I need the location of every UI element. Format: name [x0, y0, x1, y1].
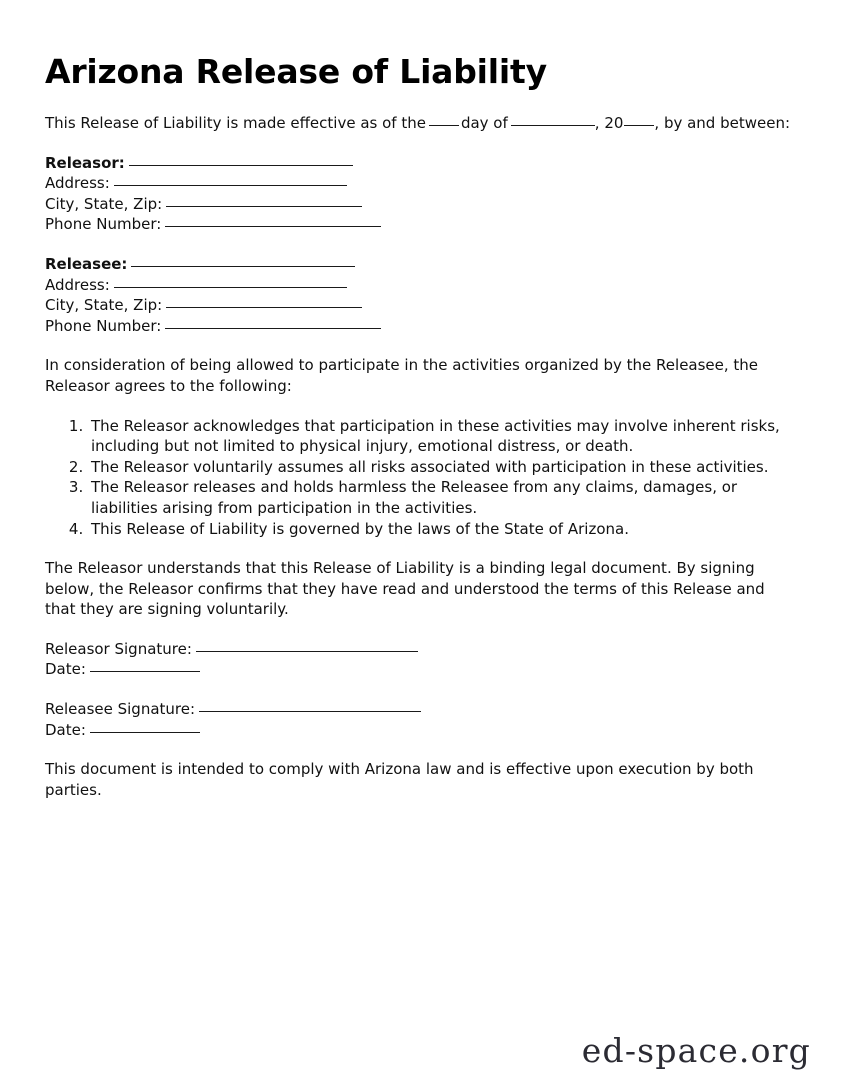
- year-blank-field[interactable]: [624, 125, 654, 126]
- list-item: 3. The Releasor releases and holds harmless the Releasee from any claims, damages, or liabilities arising from participation in the activities.: [88, 477, 798, 518]
- releasee-citystatezip-field[interactable]: [166, 307, 362, 308]
- releasor-address-line: [45, 173, 798, 194]
- releasor-heading-label: Releasor:: [45, 153, 125, 172]
- releasee-name-field[interactable]: [131, 266, 355, 267]
- releasee-name-line: [45, 254, 798, 275]
- intro-paragraph: [45, 113, 798, 134]
- releasor-block: [45, 153, 798, 235]
- releasee-date-line: [45, 720, 798, 741]
- intro-mid1-text: day of: [460, 114, 508, 132]
- releasee-citystatezip-line: [45, 295, 798, 316]
- releasor-citystatezip-label: City, State, Zip:: [45, 194, 163, 213]
- terms-list: [45, 416, 798, 540]
- releasee-date-label: Date:: [45, 720, 86, 739]
- releasee-citystatezip-label: City, State, Zip:: [45, 296, 163, 315]
- releasee-date-field[interactable]: [90, 732, 200, 733]
- intro-suffix-text: , by and between:: [654, 114, 791, 132]
- releasee-signature-label: Releasee Signature:: [45, 700, 196, 719]
- document-content: [45, 52, 798, 819]
- intro-prefix-text: This Release of Liability is made effective as of the: [45, 114, 426, 132]
- releasor-phone-label: Phone Number:: [45, 215, 162, 234]
- releasor-signature-field[interactable]: [196, 651, 418, 652]
- releasor-citystatezip-line: [45, 194, 798, 215]
- releasee-address-label: Address:: [45, 275, 110, 294]
- list-item: 4. This Release of Liability is governed by the laws of the State of Arizona.: [88, 519, 798, 540]
- releasor-signature-label: Releasor Signature:: [45, 639, 192, 658]
- releasee-address-field[interactable]: [114, 287, 347, 288]
- watermark: ed-space.org: [581, 1031, 811, 1070]
- releasor-signature-block: [45, 639, 798, 680]
- releasor-phone-line: [45, 214, 798, 235]
- understanding-paragraph: The Releasor understands that this Release of Liability is a binding legal document. By signing below, the Releasor confirms that they have read and understood the terms of this Release and that they are signing voluntarily.: [45, 559, 765, 619]
- intro-mid2-text: , 20: [594, 114, 624, 132]
- releasor-name-field[interactable]: [129, 165, 353, 166]
- list-item: 2. The Releasor voluntarily assumes all risks associated with participation in these activities.: [88, 457, 798, 478]
- releasor-address-field[interactable]: [114, 185, 347, 186]
- releasor-signature-line: [45, 639, 798, 660]
- consideration-paragraph: In consideration of being allowed to participate in the activities organized by the Releasee, the Releasor agrees to the following:: [45, 356, 759, 395]
- releasor-address-label: Address:: [45, 174, 110, 193]
- releasee-heading-label: Releasee:: [45, 254, 128, 273]
- list-item: 1. The Releasor acknowledges that participation in these activities may involve inherent risks, including but not limited to physical injury, emotional distress, or death.: [88, 416, 798, 457]
- releasee-address-line: [45, 275, 798, 296]
- releasor-citystatezip-field[interactable]: [166, 206, 362, 207]
- releasee-phone-label: Phone Number:: [45, 316, 162, 335]
- releasor-phone-field[interactable]: [165, 226, 381, 227]
- releasor-name-line: [45, 153, 798, 174]
- day-blank-field[interactable]: [429, 125, 459, 126]
- releasee-phone-field[interactable]: [165, 328, 381, 329]
- releasor-date-line: [45, 659, 798, 680]
- releasee-phone-line: [45, 316, 798, 337]
- releasee-signature-line: [45, 699, 798, 720]
- releasor-date-field[interactable]: [90, 671, 200, 672]
- releasee-signature-field[interactable]: [199, 711, 421, 712]
- releasor-date-label: Date:: [45, 660, 86, 679]
- releasee-signature-block: [45, 699, 798, 740]
- page-title: Arizona Release of Liability: [45, 52, 547, 91]
- closing-paragraph: This document is intended to comply with Arizona law and is effective upon execution by both parties.: [45, 760, 754, 799]
- month-blank-field[interactable]: [511, 125, 595, 126]
- releasee-block: [45, 254, 798, 336]
